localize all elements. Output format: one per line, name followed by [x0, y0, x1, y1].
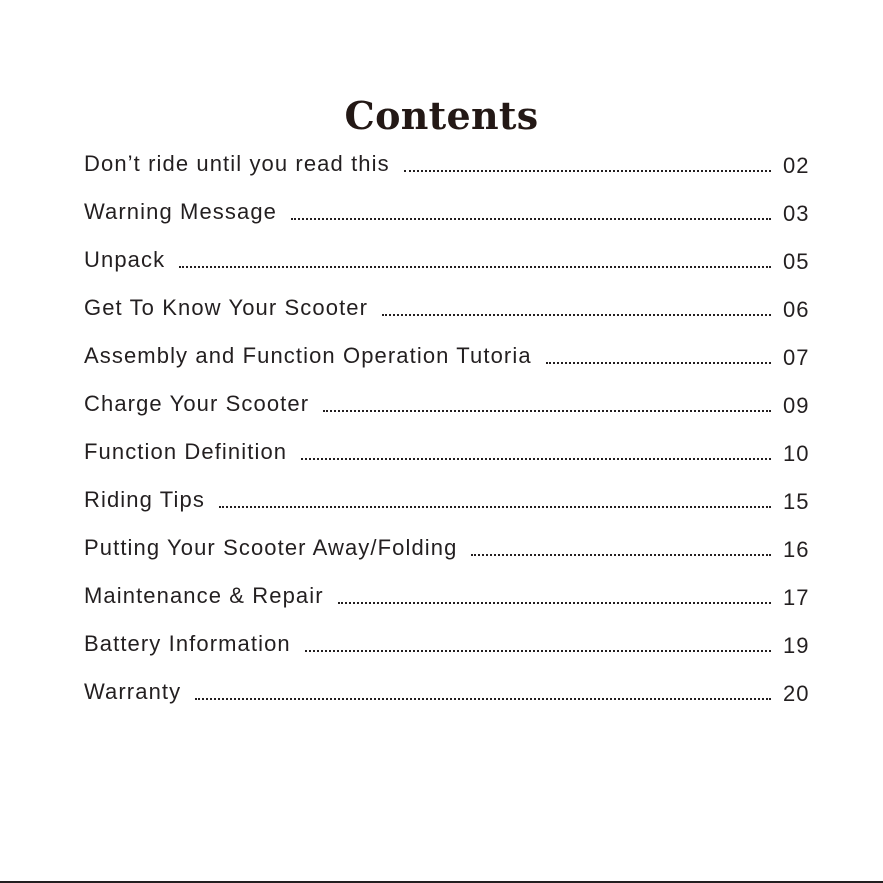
toc-entry-page-number: 06 — [783, 297, 810, 322]
toc-entry-label: Get To Know Your Scooter — [84, 295, 369, 320]
toc-entry[interactable] — [84, 620, 817, 668]
toc-entry-page-number: 15 — [783, 489, 810, 514]
toc-entry[interactable] — [84, 380, 817, 428]
toc-entry-label: Charge Your Scooter — [84, 391, 310, 416]
dot-leader — [471, 554, 771, 556]
toc-entry-label: Warning Message — [84, 199, 277, 224]
dot-leader — [382, 314, 771, 316]
table-of-contents — [84, 140, 817, 716]
toc-entry-label: Riding Tips — [84, 487, 205, 512]
toc-entry-label: Assembly and Function Operation Tutoria — [84, 343, 532, 368]
toc-entry-label: Battery Information — [84, 631, 291, 656]
toc-entry-page-number: 17 — [783, 585, 810, 610]
dot-leader — [301, 458, 771, 460]
toc-entry-label: Don’t ride until you read this — [84, 151, 390, 176]
toc-entry-label: Maintenance & Repair — [84, 583, 324, 608]
toc-entry[interactable] — [84, 188, 817, 236]
dot-leader — [404, 170, 771, 172]
toc-entry[interactable] — [84, 524, 817, 572]
toc-entry[interactable] — [84, 332, 817, 380]
toc-entry-page-number: 19 — [783, 633, 810, 658]
toc-entry[interactable] — [84, 236, 817, 284]
toc-entry[interactable] — [84, 476, 817, 524]
toc-entry[interactable] — [84, 284, 817, 332]
toc-entry-page-number: 03 — [783, 201, 810, 226]
dot-leader — [219, 506, 771, 508]
toc-entry[interactable] — [84, 140, 817, 188]
dot-leader — [195, 698, 771, 700]
dot-leader — [338, 602, 771, 604]
toc-entry-page-number: 09 — [783, 393, 810, 418]
toc-entry-page-number: 20 — [783, 681, 810, 706]
toc-entry-page-number: 10 — [783, 441, 810, 466]
dot-leader — [291, 218, 771, 220]
toc-entry-label: Function Definition — [84, 439, 288, 464]
page-title: Contents — [344, 93, 539, 139]
toc-entry-label: Putting Your Scooter Away/Folding — [84, 535, 458, 560]
toc-entry-page-number: 07 — [783, 345, 810, 370]
dot-leader — [305, 650, 771, 652]
toc-entry-label: Unpack — [84, 247, 166, 272]
toc-entry[interactable] — [84, 428, 817, 476]
toc-entry-page-number: 16 — [783, 537, 810, 562]
toc-entry-page-number: 02 — [783, 153, 810, 178]
toc-entry-label: Warranty — [84, 679, 182, 704]
toc-entry-page-number: 05 — [783, 249, 810, 274]
dot-leader — [546, 362, 771, 364]
dot-leader — [323, 410, 771, 412]
toc-entry[interactable] — [84, 572, 817, 620]
toc-entry[interactable] — [84, 668, 817, 716]
dot-leader — [179, 266, 771, 268]
